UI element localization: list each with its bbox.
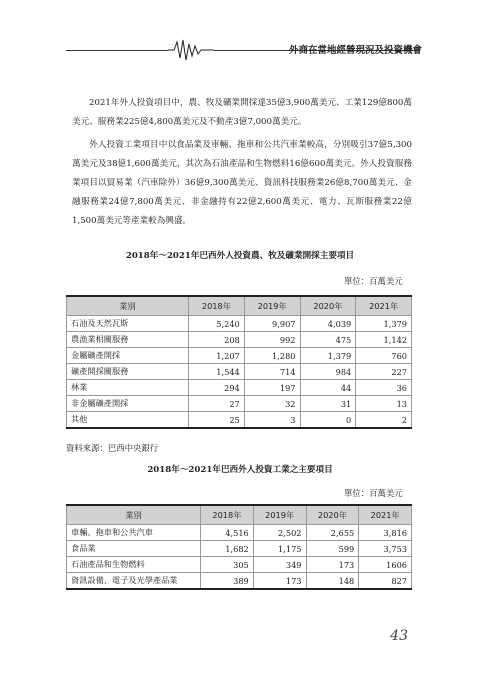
table1-header-cell: 2019年 [244, 296, 300, 316]
table-cell: 992 [244, 332, 300, 348]
table-cell: 3 [244, 412, 300, 429]
header-wave-icon [168, 38, 214, 62]
table2-header-row [67, 505, 412, 525]
table-cell: 31 [300, 396, 356, 412]
table-cell: 389 [201, 573, 254, 590]
table-cell: 760 [356, 348, 412, 364]
table-cell: 4,516 [201, 525, 254, 541]
table-cell: 227 [356, 364, 412, 380]
paragraph-1-text: 2021年外人投資項目中，農、牧及礦業開採達35億3,900萬美元、工業129億800萬美元、服務業225億4,800萬美元及不動產3億7,000萬美元。 [72, 98, 412, 127]
table-cell: 1,379 [300, 348, 356, 364]
table-row [67, 396, 412, 412]
table-cell: 4,039 [300, 316, 356, 332]
table-cell: 173 [306, 557, 359, 573]
table1-header-cell: 2018年 [189, 296, 245, 316]
table1-header-row [67, 296, 412, 316]
table1-caption: 2018年～2021年巴西外人投資農、牧及礦業開採主要項目 [125, 251, 355, 261]
table-row [67, 573, 412, 590]
table-cell: 32 [244, 396, 300, 412]
table-cell: 1,207 [189, 348, 245, 364]
table-row [67, 525, 412, 541]
table2-header-cell: 2020年 [306, 505, 359, 525]
table-cell: 資訊設備、電子及光學產品業 [67, 573, 201, 590]
table1-source: 資料來源：巴西中央銀行 [66, 443, 159, 453]
table-cell: 石油及天然瓦斯 [67, 316, 189, 332]
table-cell: 197 [244, 380, 300, 396]
table1 [66, 295, 412, 429]
table-row [67, 316, 412, 332]
table2-unit: 單位：百萬美元 [344, 488, 403, 498]
table-cell: 1,142 [356, 332, 412, 348]
table-cell: 5,240 [189, 316, 245, 332]
table-cell: 208 [189, 332, 245, 348]
table-cell: 2 [356, 412, 412, 429]
table2-header-cell: 業別 [67, 505, 201, 525]
table-cell: 173 [253, 573, 306, 590]
table-row [67, 332, 412, 348]
running-header-title: 外商在當地經營現況及投資機會 [288, 45, 422, 56]
paragraph-2-text: 外人投資工業項目中以食品業及車輛、拖車和公共汽車業較高，分別吸引37億5,300萬美元及38億1,600萬美元，其次為石油產品和生物燃料16億600萬美元。外人投資服務業項目以貿易業（汽車除外）36億9,300萬美元、資訊科技服務業26億8,700萬美元、金融服務業24億7,800萬美元、非金融持有22億2,600萬美元、電力、瓦斯服務業22億1,500萬美元等產業較為興盛。 [72, 140, 412, 226]
table-cell: 3,753 [359, 541, 412, 557]
table-cell: 車輛、拖車和公共汽車 [67, 525, 201, 541]
table1-header-cell: 業別 [67, 296, 189, 316]
table-cell: 984 [300, 364, 356, 380]
table-cell: 1,175 [253, 541, 306, 557]
table-cell: 非金屬礦產開採 [67, 396, 189, 412]
table-cell: 36 [356, 380, 412, 396]
table-cell: 礦產開採關服務 [67, 364, 189, 380]
table-cell: 714 [244, 364, 300, 380]
page-number: 43 [390, 628, 408, 644]
table-cell: 食品業 [67, 541, 201, 557]
table-cell: 44 [300, 380, 356, 396]
table1-header-cell: 2020年 [300, 296, 356, 316]
table-cell: 1,280 [244, 348, 300, 364]
table-cell: 2,655 [306, 525, 359, 541]
table2-header-cell: 2021年 [359, 505, 412, 525]
table-cell: 石油產品和生物燃料 [67, 557, 201, 573]
table-row [67, 557, 412, 573]
table-cell: 1,682 [201, 541, 254, 557]
table-cell: 1,379 [356, 316, 412, 332]
table-cell: 599 [306, 541, 359, 557]
table-cell: 1,544 [189, 364, 245, 380]
table2 [66, 504, 412, 590]
table-cell: 3,816 [359, 525, 412, 541]
table-cell: 305 [201, 557, 254, 573]
table-cell: 475 [300, 332, 356, 348]
table-cell: 148 [306, 573, 359, 590]
table-cell: 27 [189, 396, 245, 412]
table-cell: 25 [189, 412, 245, 429]
table1-unit: 單位：百萬美元 [344, 276, 403, 286]
paragraph-2 [72, 136, 412, 231]
table-cell: 13 [356, 396, 412, 412]
table2-caption: 2018年～2021年巴西外人投資工業之主要項目 [147, 465, 333, 475]
paragraph-1 [72, 94, 412, 132]
table-row [67, 541, 412, 557]
table-cell: 2,502 [253, 525, 306, 541]
table-row [67, 364, 412, 380]
table2-header-cell: 2019年 [253, 505, 306, 525]
table-cell: 9,907 [244, 316, 300, 332]
table-row [67, 348, 412, 364]
table-row [67, 412, 412, 429]
table1-header-cell: 2021年 [356, 296, 412, 316]
table-cell: 其他 [67, 412, 189, 429]
table-cell: 827 [359, 573, 412, 590]
table-row [67, 380, 412, 396]
table-cell: 金屬礦產開採 [67, 348, 189, 364]
table-cell: 林業 [67, 380, 189, 396]
table-cell: 0 [300, 412, 356, 429]
table2-header-cell: 2018年 [201, 505, 254, 525]
table-cell: 349 [253, 557, 306, 573]
table-cell: 1606 [359, 557, 412, 573]
table-cell: 農漁業相關服務 [67, 332, 189, 348]
header-rule-left [66, 50, 168, 51]
table-cell: 294 [189, 380, 245, 396]
